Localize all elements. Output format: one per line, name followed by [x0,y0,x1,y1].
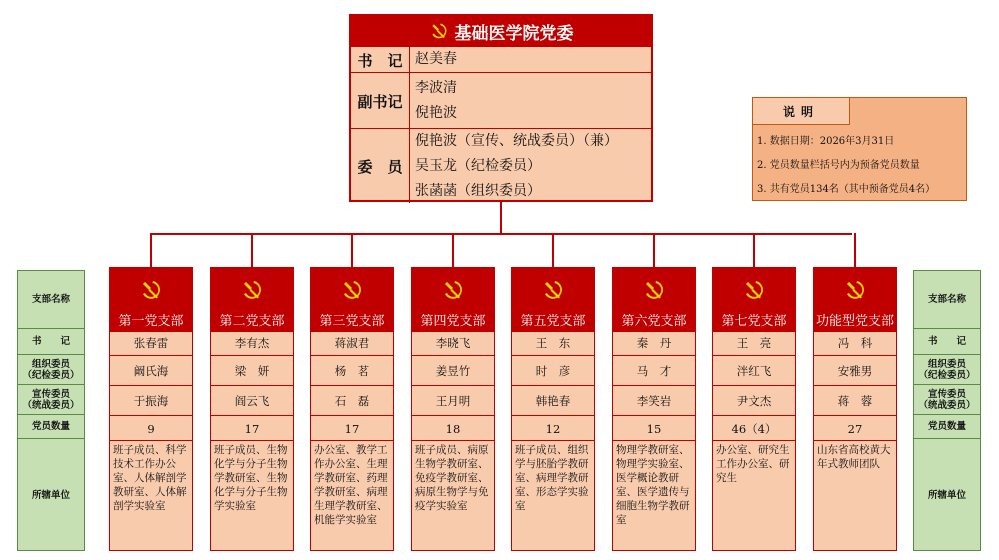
hammer-sickle-icon [843,278,867,302]
branch-units: 班子成员、科学技术工作办公室、人体解剖学教研室、人体解剖学实验室 [110,440,192,550]
label-member-count: 党员数量 [18,415,84,439]
label-secretary: 书 记 [18,329,84,355]
party-committee-box [349,14,653,202]
branch-units: 物理学教研室、物理学实验室、医学概论教研室、医学遗传与细胞生物学教研室 [613,440,695,550]
connector-drop [351,233,353,269]
branch-column [813,267,897,551]
branch-header [713,268,795,332]
committee-label: 副书记 [351,73,410,129]
hammer-sickle-icon [240,278,264,302]
committee-value: 倪艳波（宣传、统战委员）（兼） [415,133,618,149]
branch-name: 第四党支部 [420,314,486,329]
branch-column [210,267,294,551]
label-member-count: 党员数量 [914,415,980,439]
row-labels-right [913,270,981,551]
branch-column [310,267,394,551]
note-item: 3. 共有党员134名（其中预备党员4名） [757,184,936,195]
branch-pub-committee: 韩艳春 [512,385,594,416]
branch-org-committee: 时 彦 [512,355,594,386]
branch-name: 第七党支部 [721,314,787,329]
connector-drop [854,233,856,269]
branch-member-count: 46（4） [713,415,795,441]
note-item: 2. 党员数量栏括号内为预备党员数量 [757,160,920,171]
connector-drop [452,233,454,269]
committee-value: 赵美春 [415,51,457,67]
branch-name: 第一党支部 [118,314,184,329]
branch-units: 山东省高校黄大年式教师团队 [814,440,896,550]
row-labels-left [17,270,85,551]
hammer-sickle-icon [541,278,565,302]
label-secretary: 书 记 [914,329,980,355]
hammer-sickle-icon [441,278,465,302]
branch-secretary: 张春雷 [110,329,192,356]
branch-secretary: 王 东 [512,329,594,356]
branch-org-committee: 梁 妍 [211,355,293,386]
branch-member-count: 12 [512,415,594,441]
branch-header [211,268,293,332]
committee-title: 基础医学院党委 [454,23,574,44]
branch-secretary: 王 亮 [713,329,795,356]
branch-name: 第五党支部 [520,314,586,329]
label-units: 所辖单位 [927,489,966,501]
branch-units: 办公室、研究生工作办公室、研究生 [713,440,795,550]
branch-org-committee: 泮红飞 [713,355,795,386]
branch-org-committee: 阚氏海 [110,355,192,386]
connector-trunk [500,202,502,235]
committee-row-secretary [351,46,651,73]
branch-pub-committee: 蒋 蓉 [814,385,896,416]
hammer-sickle-icon [139,278,163,302]
label-branch-name: 支部名称 [18,271,84,329]
committee-label: 委 员 [351,129,410,203]
branch-org-committee: 姜昱竹 [412,355,494,386]
branch-secretary: 蒋淑君 [311,329,393,356]
branch-name: 第六党支部 [621,314,687,329]
connector-drop [150,233,152,269]
branch-column [511,267,595,551]
branch-pub-committee: 李笑岩 [613,385,695,416]
label-org-committee: 组织委员 （纪检委员） [914,355,980,385]
branch-name: 第三党支部 [319,314,385,329]
label-org-committee: 组织委员 （纪检委员） [18,355,84,385]
branch-header [412,268,494,332]
connector-bus [150,233,852,235]
branch-name: 第二党支部 [219,314,285,329]
branch-member-count: 17 [311,415,393,441]
branch-org-committee: 杨 茗 [311,355,393,386]
hammer-sickle-icon [340,278,364,302]
branch-member-count: 9 [110,415,192,441]
branch-units: 班子成员、病原生物学教研室、免疫学教研室、病原生物学与免疫学实验室 [412,440,494,550]
branch-pub-committee: 于振海 [110,385,192,416]
note-item: 1. 数据日期：2026年3月31日 [757,136,895,147]
branch-member-count: 15 [613,415,695,441]
committee-title-bar [351,16,651,46]
branch-column [712,267,796,551]
branch-pub-committee: 石 磊 [311,385,393,416]
branch-header [110,268,192,332]
connector-drop [753,233,755,269]
branch-units: 办公室、教学工作办公室、生理学教研室、药理学教研室、病理生理学教研室、机能学实验室 [311,440,393,550]
committee-value: 倪艳波 [415,105,457,121]
note-box [752,97,967,201]
hammer-sickle-icon [742,278,766,302]
label-units: 所辖单位 [31,489,70,501]
branch-header [512,268,594,332]
branch-pub-committee: 阎云飞 [211,385,293,416]
hammer-sickle-icon [429,21,449,41]
committee-value: 张菡菡（组织委员） [415,183,541,199]
committee-value: 李波清 [415,80,457,96]
label-pub-committee: 宣传委员 （统战委员） [914,385,980,415]
branch-name: 功能型党支部 [815,314,894,329]
branch-pub-committee: 尹文杰 [713,385,795,416]
branch-member-count: 27 [814,415,896,441]
branch-org-committee: 安雅男 [814,355,896,386]
connector-drop [552,233,554,269]
note-title: 说明 [753,98,850,125]
branch-header [311,268,393,332]
branch-secretary: 秦 丹 [613,329,695,356]
committee-row-deputy [351,72,651,129]
branch-org-committee: 马 才 [613,355,695,386]
branch-header [814,268,896,332]
branch-member-count: 18 [412,415,494,441]
branch-units: 班子成员、生物化学与分子生物学教研室、生物化学与分子生物学实验室 [211,440,293,550]
branch-pub-committee: 王月明 [412,385,494,416]
branch-units: 班子成员、组织学与胚胎学教研室、病理学教研室、形态学实验室 [512,440,594,550]
committee-label: 书 记 [351,47,410,73]
connector-drop [653,233,655,269]
committee-value: 吴玉龙（纪检委员） [415,158,541,174]
branch-column [612,267,696,551]
branch-header [613,268,695,332]
hammer-sickle-icon [642,278,666,302]
label-branch-name: 支部名称 [914,271,980,329]
committee-row-members [351,128,651,203]
branch-secretary: 李有杰 [211,329,293,356]
branch-column [411,267,495,551]
label-pub-committee: 宣传委员 （统战委员） [18,385,84,415]
branch-secretary: 冯 科 [814,329,896,356]
connector-drop [251,233,253,269]
branch-member-count: 17 [211,415,293,441]
branch-column [109,267,193,551]
branch-secretary: 李晓飞 [412,329,494,356]
